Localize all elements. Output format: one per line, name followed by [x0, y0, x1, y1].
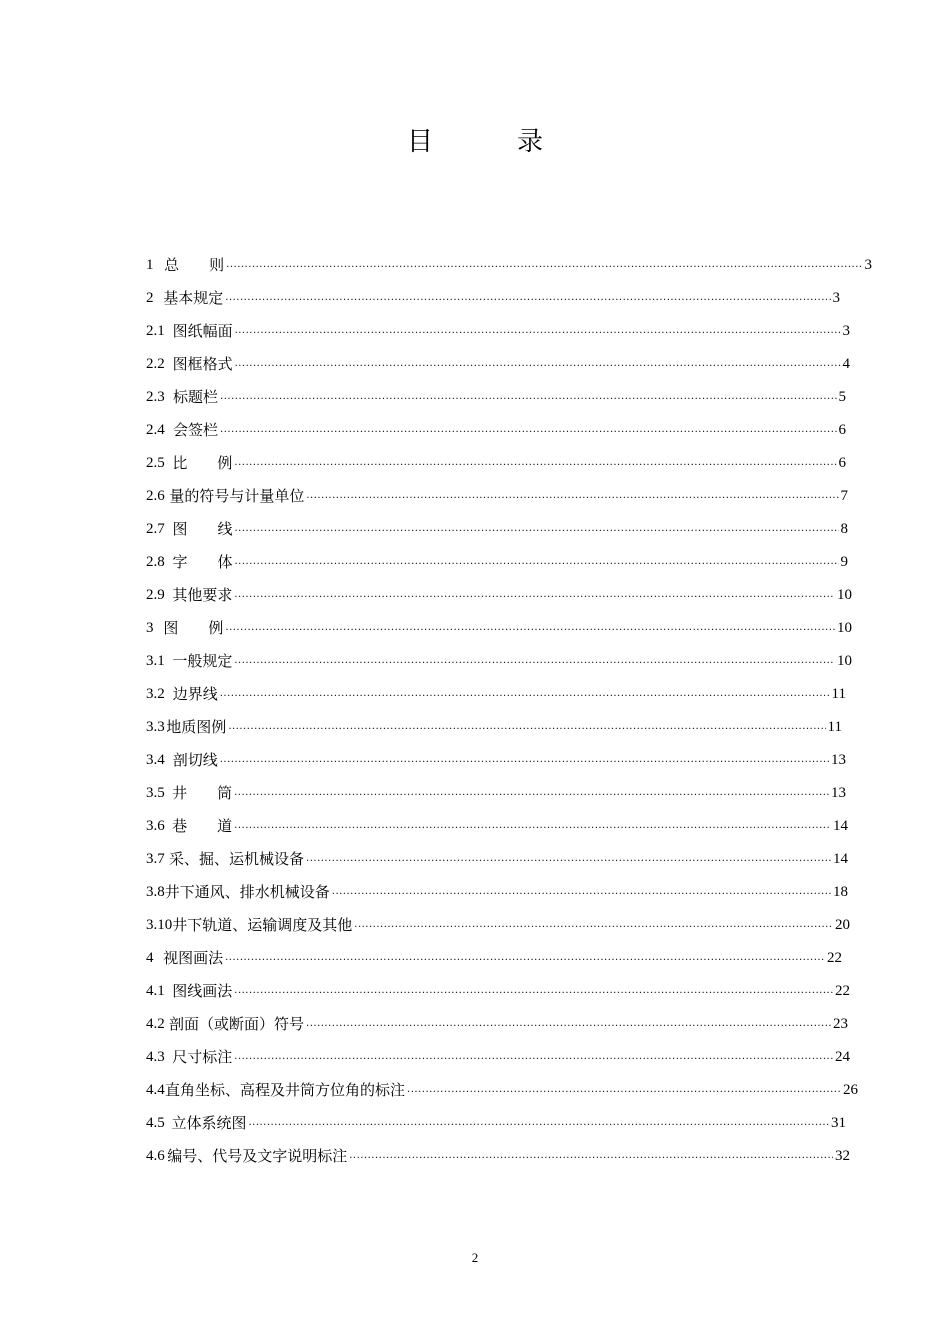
toc-entry[interactable] [146, 679, 846, 703]
toc-entry-page: 10 [837, 587, 852, 603]
page-title [0, 121, 950, 158]
toc-entry-page: 6 [838, 422, 846, 438]
toc-entry[interactable] [146, 1075, 858, 1099]
toc-entry-page: 3 [832, 290, 840, 306]
toc-leader-dots [234, 586, 835, 604]
toc-entry-page: 24 [835, 1049, 850, 1065]
toc-entry-page: 13 [831, 785, 846, 801]
toc-entry-label: 字 体 [172, 553, 233, 571]
toc-entry-label: 视图画法 [163, 949, 224, 967]
toc-leader-dots [354, 916, 833, 934]
toc-entry-label: 尺寸标注 [172, 1048, 233, 1066]
toc-entry-number: 3 [146, 620, 154, 636]
toc-entry-number: 1 [146, 257, 154, 273]
toc-leader-dots [234, 1048, 833, 1066]
toc-entry[interactable] [146, 283, 840, 307]
toc-entry[interactable] [146, 514, 848, 538]
toc-leader-dots [332, 883, 831, 901]
toc-leader-dots [349, 1147, 833, 1165]
toc-entry-label: 图线画法 [172, 982, 233, 1000]
toc-entry-page: 7 [840, 488, 848, 504]
toc-entry[interactable] [146, 382, 846, 406]
toc-entry-page: 31 [831, 1115, 846, 1131]
toc-leader-dots [226, 256, 862, 274]
toc-entry-number: 2.8 [146, 554, 165, 570]
toc-leader-dots [407, 1081, 841, 1099]
toc-entry-page: 3 [864, 257, 872, 273]
toc-entry-number: 3.1 [146, 653, 165, 669]
toc-entry-page: 11 [831, 686, 846, 702]
toc-entry-label: 巷 道 [172, 817, 233, 835]
toc-entry-page: 9 [840, 554, 848, 570]
toc-entry-label: 比 例 [172, 454, 233, 472]
toc-entry[interactable] [146, 250, 872, 274]
toc-entry-number: 2.5 [146, 455, 165, 471]
toc-entry[interactable] [146, 481, 848, 505]
toc-entry-page: 13 [831, 752, 846, 768]
toc-entry-number: 2.7 [146, 521, 165, 537]
toc-entry-label: 图 例 [163, 619, 224, 637]
toc-entry[interactable] [146, 910, 850, 934]
toc-entry-label: 图纸幅面 [172, 322, 233, 340]
toc-entry-label: 基本规定 [163, 289, 224, 307]
toc-entry-label: 直角坐标、高程及井筒方位角的标注 [165, 1081, 406, 1099]
toc-entry-label: 标题栏 [173, 388, 219, 406]
toc-leader-dots [220, 685, 830, 703]
toc-entry-number: 2 [146, 290, 154, 306]
toc-entry-number: 4.2 [146, 1016, 165, 1032]
toc-entry-label: 其他要求 [172, 586, 233, 604]
toc-entry[interactable] [146, 1108, 846, 1132]
toc-entry[interactable] [146, 745, 846, 769]
toc-entry[interactable] [146, 943, 842, 967]
toc-leader-dots [234, 784, 829, 802]
toc-entry[interactable] [146, 448, 846, 472]
toc-entry-page: 20 [835, 917, 850, 933]
toc-entry-label: 图框格式 [172, 355, 233, 373]
toc-leader-dots [306, 850, 831, 868]
toc-leader-dots [306, 487, 838, 505]
toc-leader-dots [235, 553, 839, 571]
toc-entry-label: 编号、代号及文字说明标注 [167, 1147, 348, 1165]
toc-entry-page: 4 [842, 356, 850, 372]
toc-entry-number: 2.6 [146, 488, 165, 504]
toc-entry-label: 剖面（或断面）符号 [169, 1015, 305, 1033]
toc-entry-label: 采、掘、运机械设备 [169, 850, 305, 868]
toc-entry-number: 3.5 [146, 785, 165, 801]
toc-entry-number: 3.8 [146, 884, 165, 900]
toc-leader-dots [234, 652, 835, 670]
toc-entry-page: 22 [827, 950, 842, 966]
toc-entry-label: 图 线 [172, 520, 233, 538]
toc-entry-number: 4.3 [146, 1049, 165, 1065]
toc-entry[interactable] [146, 1042, 850, 1066]
toc-entry-page: 3 [842, 323, 850, 339]
toc-entry-number: 4.5 [146, 1115, 165, 1131]
toc-entry[interactable] [146, 712, 842, 736]
toc-leader-dots [225, 289, 830, 307]
toc-entry-label: 井 筒 [172, 784, 233, 802]
toc-entry-label: 井下轨道、运输调度及其他 [172, 916, 353, 934]
toc-leader-dots [234, 454, 836, 472]
toc-entry-label: 剖切线 [172, 751, 218, 769]
toc-leader-dots [235, 322, 841, 340]
toc-entry[interactable] [146, 547, 848, 571]
toc-entry[interactable] [146, 646, 852, 670]
toc-leader-dots [235, 355, 841, 373]
toc-entry-number: 4.6 [146, 1148, 165, 1164]
toc-entry-page: 32 [835, 1148, 850, 1164]
toc-entry-number: 3.4 [146, 752, 165, 768]
toc-leader-dots [306, 1015, 831, 1033]
toc-leader-dots [220, 751, 829, 769]
toc-leader-dots [248, 1114, 829, 1132]
toc-entry-number: 3.2 [146, 686, 165, 702]
toc-leader-dots [220, 388, 836, 406]
toc-entry-label: 立体系统图 [171, 1114, 247, 1132]
toc-entry-page: 5 [838, 389, 846, 405]
toc-entry-number: 3.3 [146, 719, 165, 735]
toc-entry[interactable] [146, 1009, 848, 1033]
toc-entry-number: 2.2 [146, 356, 165, 372]
toc-entry-page: 10 [837, 620, 852, 636]
toc-entry-page: 11 [827, 719, 842, 735]
toc-entry-label: 总 则 [164, 256, 225, 274]
toc-entry-page: 14 [833, 851, 848, 867]
toc-entry-page: 18 [833, 884, 848, 900]
toc-entry-number: 3.7 [146, 851, 165, 867]
toc-entry-page: 26 [843, 1082, 858, 1098]
toc-entry-label: 一般规定 [172, 652, 233, 670]
toc-leader-dots [234, 982, 833, 1000]
toc-entry-label: 井下通风、排水机械设备 [164, 883, 330, 901]
toc-entry-number: 3.10 [146, 917, 173, 933]
toc-entry-label: 量的符号与计量单位 [169, 487, 305, 505]
title-char-2: 录 [517, 127, 544, 157]
toc-entry-number: 4.1 [146, 983, 165, 999]
toc-entry-number: 3.6 [146, 818, 165, 834]
toc-entry-label: 边界线 [172, 685, 218, 703]
toc-leader-dots [225, 619, 835, 637]
toc-entry-page: 14 [833, 818, 848, 834]
toc-entry[interactable] [146, 778, 846, 802]
toc-entry-page: 22 [835, 983, 850, 999]
toc-entry-number: 2.3 [146, 389, 165, 405]
toc-entry-page: 8 [840, 521, 848, 537]
toc-leader-dots [228, 718, 825, 736]
toc-entry-number: 2.9 [146, 587, 165, 603]
toc-leader-dots [235, 520, 839, 538]
toc-entry-number: 2.1 [146, 323, 165, 339]
toc-entry[interactable] [146, 580, 852, 604]
toc-entry-page: 10 [837, 653, 852, 669]
toc-entry[interactable] [146, 415, 846, 439]
title-char-1: 目 [406, 127, 433, 157]
toc-entry-page: 6 [838, 455, 846, 471]
toc-entry[interactable] [146, 613, 852, 637]
toc-entry[interactable] [146, 316, 850, 340]
toc-leader-dots [234, 817, 831, 835]
toc-entry-label: 地质图例 [166, 718, 227, 736]
toc-entry[interactable] [146, 349, 850, 373]
toc-entry[interactable] [146, 811, 848, 835]
toc-entry-label: 会签栏 [173, 421, 219, 439]
toc-entry[interactable] [146, 844, 848, 868]
toc-entry[interactable] [146, 877, 848, 901]
toc-entry-number: 2.4 [146, 422, 165, 438]
toc-entry[interactable] [146, 1141, 850, 1165]
toc-leader-dots [220, 421, 836, 439]
toc-entry-page: 23 [833, 1016, 848, 1032]
toc-entry[interactable] [146, 976, 850, 1000]
toc-entry-number: 4 [146, 950, 154, 966]
toc-leader-dots [225, 949, 825, 967]
page-number: 2 [471, 1250, 479, 1265]
toc-entry-number: 4.4 [146, 1082, 165, 1098]
